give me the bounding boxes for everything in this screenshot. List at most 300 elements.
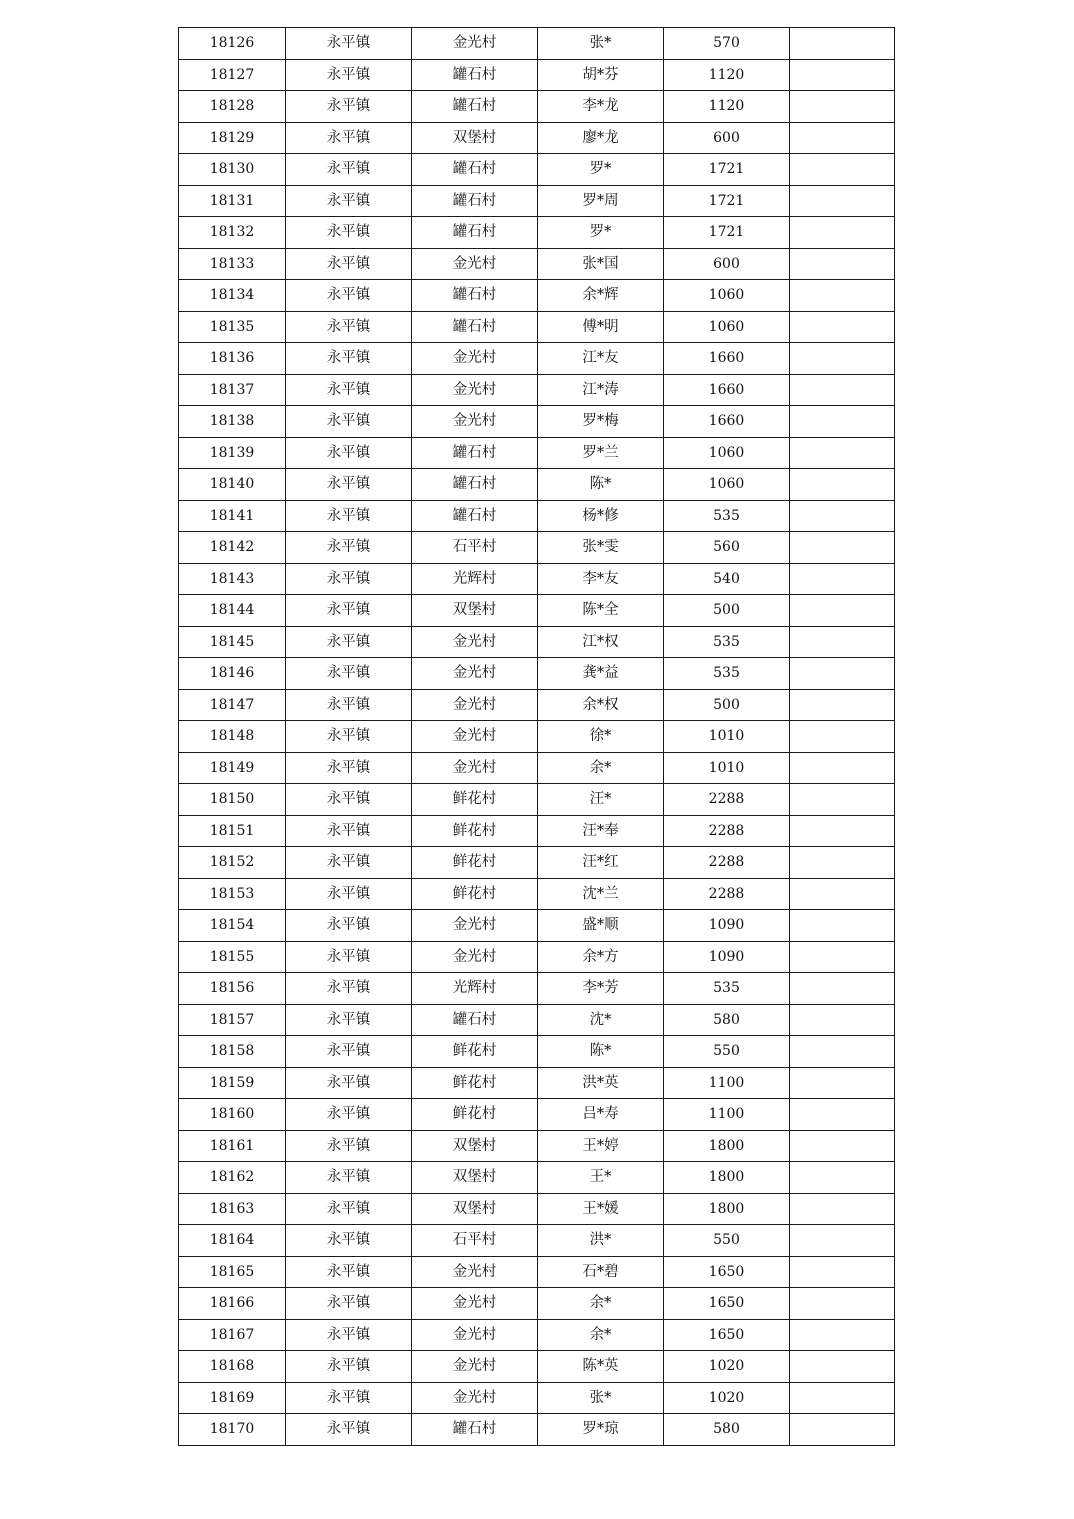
amount-cell: 1100 (664, 1099, 790, 1131)
table-row (179, 752, 895, 784)
remark-cell (790, 689, 895, 721)
serial-number-cell: 18132 (179, 217, 286, 249)
serial-number-cell: 18164 (179, 1225, 286, 1257)
table-row (179, 280, 895, 312)
name-cell: 余*权 (538, 689, 664, 721)
amount-cell: 580 (664, 1004, 790, 1036)
village-cell: 金光村 (412, 1351, 538, 1383)
village-cell: 罐石村 (412, 437, 538, 469)
village-cell: 金光村 (412, 343, 538, 375)
village-cell: 罐石村 (412, 469, 538, 501)
village-cell: 罐石村 (412, 280, 538, 312)
remark-cell (790, 406, 895, 438)
town-cell: 永平镇 (286, 1099, 412, 1131)
table-row (179, 437, 895, 469)
amount-cell: 535 (664, 658, 790, 690)
name-cell: 龚*益 (538, 658, 664, 690)
village-cell: 金光村 (412, 626, 538, 658)
town-cell: 永平镇 (286, 532, 412, 564)
town-cell: 永平镇 (286, 752, 412, 784)
amount-cell: 500 (664, 689, 790, 721)
remark-cell (790, 280, 895, 312)
table-row (179, 185, 895, 217)
town-cell: 永平镇 (286, 59, 412, 91)
name-cell: 余*辉 (538, 280, 664, 312)
village-cell: 鲜花村 (412, 1067, 538, 1099)
name-cell: 李*龙 (538, 91, 664, 123)
name-cell: 余* (538, 1288, 664, 1320)
town-cell: 永平镇 (286, 1130, 412, 1162)
town-cell: 永平镇 (286, 847, 412, 879)
remark-cell (790, 910, 895, 942)
town-cell: 永平镇 (286, 721, 412, 753)
amount-cell: 600 (664, 122, 790, 154)
name-cell: 傅*明 (538, 311, 664, 343)
name-cell: 余*方 (538, 941, 664, 973)
serial-number-cell: 18139 (179, 437, 286, 469)
remark-cell (790, 1193, 895, 1225)
town-cell: 永平镇 (286, 1414, 412, 1446)
serial-number-cell: 18170 (179, 1414, 286, 1446)
village-cell: 石平村 (412, 532, 538, 564)
serial-number-cell: 18137 (179, 374, 286, 406)
table-row (179, 1036, 895, 1068)
village-cell: 罐石村 (412, 154, 538, 186)
table-row (179, 122, 895, 154)
table-row (179, 1225, 895, 1257)
serial-number-cell: 18136 (179, 343, 286, 375)
remark-cell (790, 1382, 895, 1414)
amount-cell: 1100 (664, 1067, 790, 1099)
table-row (179, 343, 895, 375)
remark-cell (790, 532, 895, 564)
serial-number-cell: 18166 (179, 1288, 286, 1320)
town-cell: 永平镇 (286, 217, 412, 249)
name-cell: 李*芳 (538, 973, 664, 1005)
amount-cell: 1120 (664, 59, 790, 91)
name-cell: 杨*修 (538, 500, 664, 532)
serial-number-cell: 18147 (179, 689, 286, 721)
table-row (179, 1382, 895, 1414)
name-cell: 汪* (538, 784, 664, 816)
table-row (179, 878, 895, 910)
serial-number-cell: 18141 (179, 500, 286, 532)
table-row (179, 248, 895, 280)
remark-cell (790, 59, 895, 91)
remark-cell (790, 595, 895, 627)
town-cell: 永平镇 (286, 563, 412, 595)
serial-number-cell: 18159 (179, 1067, 286, 1099)
village-cell: 双堡村 (412, 1193, 538, 1225)
village-cell: 金光村 (412, 28, 538, 60)
village-cell: 鲜花村 (412, 1036, 538, 1068)
village-cell: 金光村 (412, 658, 538, 690)
name-cell: 罗* (538, 217, 664, 249)
village-cell: 金光村 (412, 1256, 538, 1288)
amount-cell: 540 (664, 563, 790, 595)
serial-number-cell: 18135 (179, 311, 286, 343)
town-cell: 永平镇 (286, 500, 412, 532)
amount-cell: 535 (664, 500, 790, 532)
town-cell: 永平镇 (286, 91, 412, 123)
table-row (179, 689, 895, 721)
town-cell: 永平镇 (286, 1382, 412, 1414)
serial-number-cell: 18146 (179, 658, 286, 690)
town-cell: 永平镇 (286, 941, 412, 973)
serial-number-cell: 18131 (179, 185, 286, 217)
name-cell: 罗*梅 (538, 406, 664, 438)
village-cell: 金光村 (412, 910, 538, 942)
town-cell: 永平镇 (286, 280, 412, 312)
table-row (179, 658, 895, 690)
name-cell: 徐* (538, 721, 664, 753)
amount-cell: 1060 (664, 469, 790, 501)
village-cell: 金光村 (412, 374, 538, 406)
village-cell: 光辉村 (412, 563, 538, 595)
amount-cell: 1721 (664, 185, 790, 217)
serial-number-cell: 18134 (179, 280, 286, 312)
amount-cell: 1020 (664, 1351, 790, 1383)
table-row (179, 374, 895, 406)
amount-cell: 600 (664, 248, 790, 280)
town-cell: 永平镇 (286, 1225, 412, 1257)
table-row (179, 217, 895, 249)
name-cell: 石*碧 (538, 1256, 664, 1288)
serial-number-cell: 18126 (179, 28, 286, 60)
amount-cell: 2288 (664, 815, 790, 847)
serial-number-cell: 18138 (179, 406, 286, 438)
table-row (179, 154, 895, 186)
amount-cell: 1800 (664, 1130, 790, 1162)
amount-cell: 1660 (664, 374, 790, 406)
remark-cell (790, 815, 895, 847)
serial-number-cell: 18153 (179, 878, 286, 910)
village-cell: 鲜花村 (412, 784, 538, 816)
village-cell: 鲜花村 (412, 815, 538, 847)
amount-cell: 1020 (664, 1382, 790, 1414)
village-cell: 金光村 (412, 689, 538, 721)
remark-cell (790, 1351, 895, 1383)
serial-number-cell: 18143 (179, 563, 286, 595)
name-cell: 罗* (538, 154, 664, 186)
table-row (179, 1288, 895, 1320)
town-cell: 永平镇 (286, 910, 412, 942)
name-cell: 江*涛 (538, 374, 664, 406)
town-cell: 永平镇 (286, 1036, 412, 1068)
village-cell: 金光村 (412, 1382, 538, 1414)
village-cell: 金光村 (412, 406, 538, 438)
serial-number-cell: 18127 (179, 59, 286, 91)
remark-cell (790, 563, 895, 595)
name-cell: 汪*红 (538, 847, 664, 879)
name-cell: 江*友 (538, 343, 664, 375)
serial-number-cell: 18140 (179, 469, 286, 501)
remark-cell (790, 941, 895, 973)
town-cell: 永平镇 (286, 973, 412, 1005)
amount-cell: 1721 (664, 217, 790, 249)
town-cell: 永平镇 (286, 154, 412, 186)
serial-number-cell: 18144 (179, 595, 286, 627)
amount-cell: 1060 (664, 437, 790, 469)
remark-cell (790, 1256, 895, 1288)
remark-cell (790, 185, 895, 217)
village-cell: 罐石村 (412, 311, 538, 343)
remark-cell (790, 1319, 895, 1351)
amount-cell: 1800 (664, 1193, 790, 1225)
name-cell: 陈* (538, 1036, 664, 1068)
name-cell: 陈*英 (538, 1351, 664, 1383)
serial-number-cell: 18129 (179, 122, 286, 154)
table-row (179, 1414, 895, 1446)
town-cell: 永平镇 (286, 878, 412, 910)
village-cell: 金光村 (412, 752, 538, 784)
table-row (179, 1256, 895, 1288)
village-cell: 石平村 (412, 1225, 538, 1257)
table-row (179, 28, 895, 60)
amount-cell: 1120 (664, 91, 790, 123)
table-row (179, 1099, 895, 1131)
remark-cell (790, 784, 895, 816)
remark-cell (790, 1099, 895, 1131)
town-cell: 永平镇 (286, 1067, 412, 1099)
name-cell: 余* (538, 1319, 664, 1351)
village-cell: 光辉村 (412, 973, 538, 1005)
serial-number-cell: 18154 (179, 910, 286, 942)
serial-number-cell: 18165 (179, 1256, 286, 1288)
serial-number-cell: 18167 (179, 1319, 286, 1351)
town-cell: 永平镇 (286, 1256, 412, 1288)
data-table (178, 27, 895, 1446)
town-cell: 永平镇 (286, 406, 412, 438)
remark-cell (790, 469, 895, 501)
table-row (179, 1004, 895, 1036)
village-cell: 罐石村 (412, 1004, 538, 1036)
town-cell: 永平镇 (286, 595, 412, 627)
name-cell: 张* (538, 28, 664, 60)
remark-cell (790, 1067, 895, 1099)
amount-cell: 1800 (664, 1162, 790, 1194)
name-cell: 沈* (538, 1004, 664, 1036)
amount-cell: 1650 (664, 1288, 790, 1320)
remark-cell (790, 1130, 895, 1162)
serial-number-cell: 18155 (179, 941, 286, 973)
serial-number-cell: 18151 (179, 815, 286, 847)
serial-number-cell: 18169 (179, 1382, 286, 1414)
amount-cell: 1010 (664, 752, 790, 784)
town-cell: 永平镇 (286, 689, 412, 721)
village-cell: 双堡村 (412, 595, 538, 627)
name-cell: 罗*周 (538, 185, 664, 217)
remark-cell (790, 343, 895, 375)
table-row (179, 847, 895, 879)
serial-number-cell: 18152 (179, 847, 286, 879)
amount-cell: 535 (664, 973, 790, 1005)
name-cell: 胡*芬 (538, 59, 664, 91)
village-cell: 金光村 (412, 1319, 538, 1351)
table-row (179, 1067, 895, 1099)
remark-cell (790, 1225, 895, 1257)
amount-cell: 2288 (664, 847, 790, 879)
table-row (179, 815, 895, 847)
name-cell: 张* (538, 1382, 664, 1414)
name-cell: 汪*奉 (538, 815, 664, 847)
remark-cell (790, 374, 895, 406)
name-cell: 江*权 (538, 626, 664, 658)
remark-cell (790, 91, 895, 123)
serial-number-cell: 18133 (179, 248, 286, 280)
town-cell: 永平镇 (286, 374, 412, 406)
table-row (179, 910, 895, 942)
table-row (179, 1319, 895, 1351)
remark-cell (790, 28, 895, 60)
town-cell: 永平镇 (286, 248, 412, 280)
name-cell: 张*国 (538, 248, 664, 280)
town-cell: 永平镇 (286, 1351, 412, 1383)
table-row (179, 595, 895, 627)
name-cell: 罗*琼 (538, 1414, 664, 1446)
serial-number-cell: 18156 (179, 973, 286, 1005)
document-page (178, 27, 894, 1446)
remark-cell (790, 1036, 895, 1068)
name-cell: 王*媛 (538, 1193, 664, 1225)
remark-cell (790, 122, 895, 154)
table-row (179, 59, 895, 91)
serial-number-cell: 18142 (179, 532, 286, 564)
town-cell: 永平镇 (286, 311, 412, 343)
remark-cell (790, 248, 895, 280)
town-cell: 永平镇 (286, 1288, 412, 1320)
amount-cell: 1721 (664, 154, 790, 186)
table-row (179, 532, 895, 564)
town-cell: 永平镇 (286, 1319, 412, 1351)
town-cell: 永平镇 (286, 784, 412, 816)
village-cell: 金光村 (412, 1288, 538, 1320)
serial-number-cell: 18145 (179, 626, 286, 658)
village-cell: 金光村 (412, 721, 538, 753)
town-cell: 永平镇 (286, 626, 412, 658)
table-row (179, 469, 895, 501)
village-cell: 金光村 (412, 941, 538, 973)
serial-number-cell: 18168 (179, 1351, 286, 1383)
town-cell: 永平镇 (286, 1193, 412, 1225)
table-body (179, 28, 895, 1446)
table-row (179, 1130, 895, 1162)
amount-cell: 1650 (664, 1319, 790, 1351)
amount-cell: 1660 (664, 343, 790, 375)
name-cell: 王*婷 (538, 1130, 664, 1162)
village-cell: 罐石村 (412, 217, 538, 249)
table-row (179, 311, 895, 343)
name-cell: 洪*英 (538, 1067, 664, 1099)
amount-cell: 1650 (664, 1256, 790, 1288)
amount-cell: 570 (664, 28, 790, 60)
table-row (179, 973, 895, 1005)
amount-cell: 1060 (664, 280, 790, 312)
town-cell: 永平镇 (286, 658, 412, 690)
serial-number-cell: 18161 (179, 1130, 286, 1162)
remark-cell (790, 217, 895, 249)
amount-cell: 560 (664, 532, 790, 564)
amount-cell: 580 (664, 1414, 790, 1446)
village-cell: 鲜花村 (412, 847, 538, 879)
serial-number-cell: 18128 (179, 91, 286, 123)
remark-cell (790, 721, 895, 753)
town-cell: 永平镇 (286, 1004, 412, 1036)
name-cell: 沈*兰 (538, 878, 664, 910)
village-cell: 双堡村 (412, 1130, 538, 1162)
table-row (179, 1351, 895, 1383)
table-row (179, 721, 895, 753)
serial-number-cell: 18130 (179, 154, 286, 186)
name-cell: 李*友 (538, 563, 664, 595)
table-row (179, 626, 895, 658)
village-cell: 金光村 (412, 248, 538, 280)
table-row (179, 500, 895, 532)
village-cell: 罐石村 (412, 185, 538, 217)
village-cell: 罐石村 (412, 1414, 538, 1446)
town-cell: 永平镇 (286, 469, 412, 501)
village-cell: 罐石村 (412, 59, 538, 91)
remark-cell (790, 1288, 895, 1320)
amount-cell: 1060 (664, 311, 790, 343)
serial-number-cell: 18163 (179, 1193, 286, 1225)
amount-cell: 2288 (664, 878, 790, 910)
remark-cell (790, 973, 895, 1005)
amount-cell: 1010 (664, 721, 790, 753)
amount-cell: 1090 (664, 910, 790, 942)
serial-number-cell: 18158 (179, 1036, 286, 1068)
remark-cell (790, 154, 895, 186)
remark-cell (790, 878, 895, 910)
name-cell: 余* (538, 752, 664, 784)
table-row (179, 406, 895, 438)
remark-cell (790, 437, 895, 469)
table-row (179, 1162, 895, 1194)
table-row (179, 563, 895, 595)
remark-cell (790, 1162, 895, 1194)
town-cell: 永平镇 (286, 28, 412, 60)
remark-cell (790, 658, 895, 690)
amount-cell: 500 (664, 595, 790, 627)
village-cell: 鲜花村 (412, 1099, 538, 1131)
name-cell: 王* (538, 1162, 664, 1194)
village-cell: 鲜花村 (412, 878, 538, 910)
remark-cell (790, 1414, 895, 1446)
table-row (179, 1193, 895, 1225)
remark-cell (790, 626, 895, 658)
town-cell: 永平镇 (286, 343, 412, 375)
remark-cell (790, 311, 895, 343)
remark-cell (790, 847, 895, 879)
village-cell: 双堡村 (412, 1162, 538, 1194)
amount-cell: 550 (664, 1036, 790, 1068)
table-row (179, 784, 895, 816)
serial-number-cell: 18162 (179, 1162, 286, 1194)
amount-cell: 1090 (664, 941, 790, 973)
village-cell: 罐石村 (412, 500, 538, 532)
name-cell: 张*雯 (538, 532, 664, 564)
town-cell: 永平镇 (286, 122, 412, 154)
serial-number-cell: 18160 (179, 1099, 286, 1131)
amount-cell: 535 (664, 626, 790, 658)
serial-number-cell: 18150 (179, 784, 286, 816)
amount-cell: 2288 (664, 784, 790, 816)
village-cell: 双堡村 (412, 122, 538, 154)
remark-cell (790, 500, 895, 532)
remark-cell (790, 1004, 895, 1036)
serial-number-cell: 18149 (179, 752, 286, 784)
village-cell: 罐石村 (412, 91, 538, 123)
